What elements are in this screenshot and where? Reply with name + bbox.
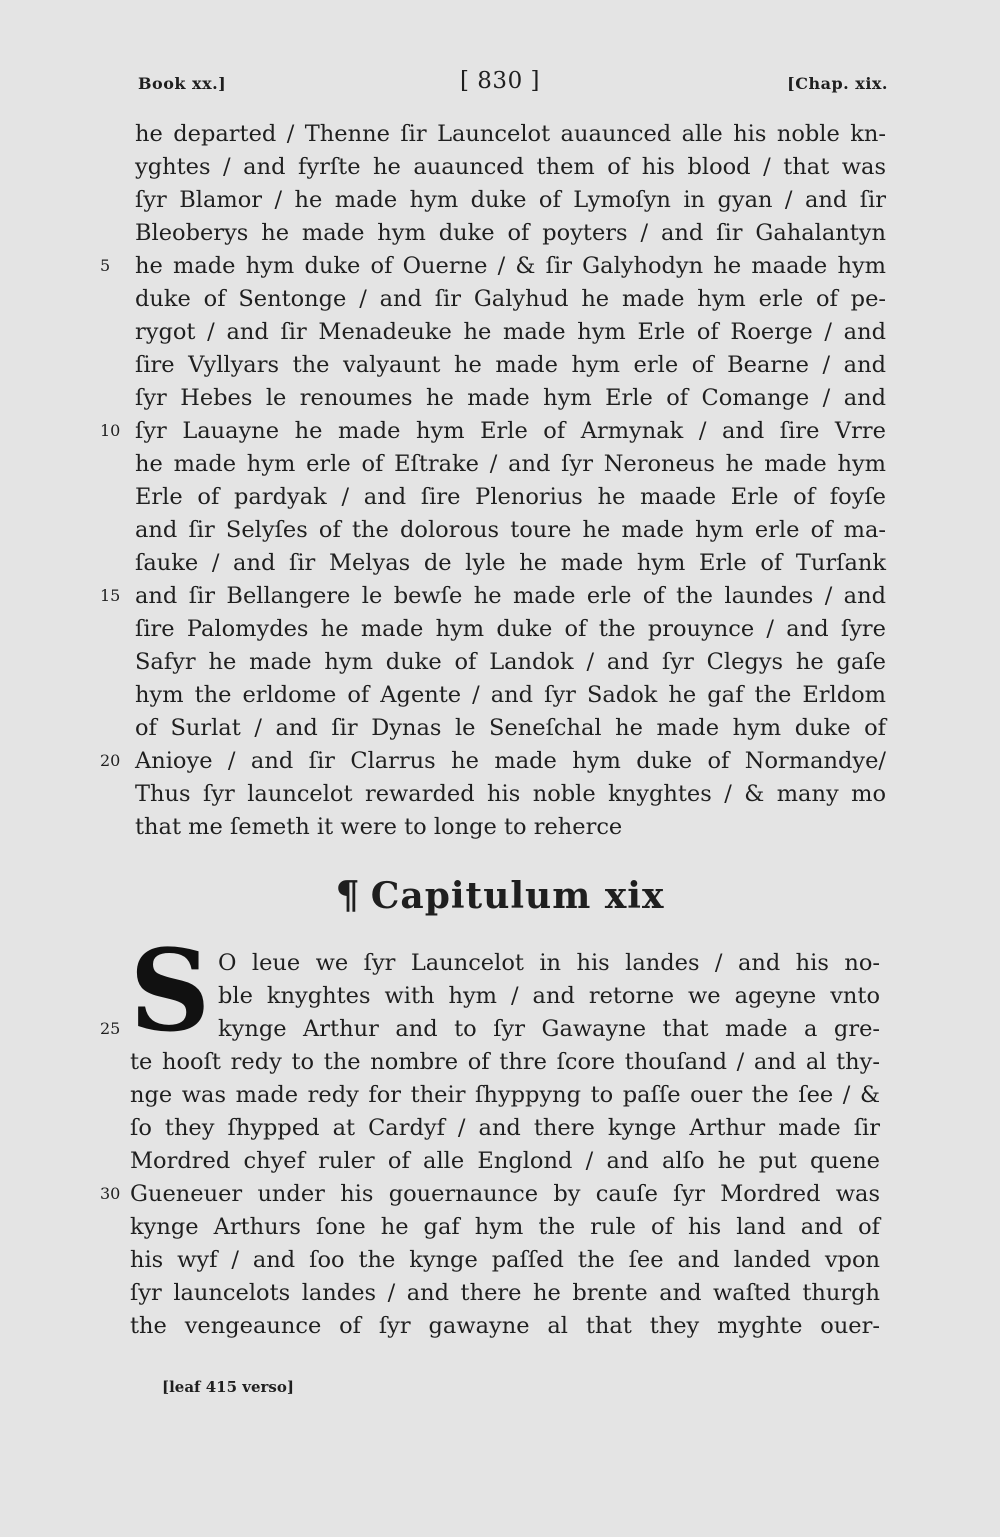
text-line — [135, 118, 886, 150]
text-line — [130, 1046, 880, 1078]
text-line-content: and ſir Selyſes of the dolorous toure he made hym erle of ma- — [135, 517, 886, 543]
text-line-content: that me ſemeth it were to longe to reherce — [135, 814, 623, 840]
line-number: 5 — [100, 256, 111, 275]
text-line — [135, 283, 886, 315]
text-line-content: Bleoberys he made hym duke of poyters / and ſir Gahalantyn — [135, 220, 886, 246]
text-line — [135, 448, 886, 480]
text-line — [135, 349, 886, 381]
text-line — [130, 1145, 880, 1177]
text-line — [135, 481, 886, 513]
text-line-content: he made hym erle of Eſtrake / and ſyr Neroneus he made hym — [135, 451, 886, 477]
page-number: [ 830 ] — [460, 68, 540, 94]
text-line-content: Erle of pardyak / and ſire Plenorius he maade Erle of foyſe — [135, 484, 886, 510]
text-line — [135, 646, 886, 678]
text-line-content: rygot / and ſir Menadeuke he made hym Erle of Roerge / and — [135, 319, 886, 345]
text-line — [135, 712, 886, 744]
text-line-content: ſire Vyllyars the valyaunt he made hym erle of Bearne / and — [135, 352, 886, 378]
text-line-content: his wyf / and ſoo the kynge paſſed the ſee and landed vpon — [130, 1247, 880, 1273]
text-line-content: ſyr Hebes le renoumes he made hym Erle of Comange / and — [135, 385, 886, 411]
text-line — [130, 1079, 880, 1111]
text-line — [135, 514, 886, 546]
line-number: 30 — [100, 1184, 121, 1203]
text-line-content: ſire Palomydes he made hym duke of the prouynce / and ſyre — [135, 616, 886, 642]
line-number: 10 — [100, 421, 121, 440]
line-number: 25 — [100, 1019, 121, 1038]
text-line-content: ſyr Lauayne he made hym Erle of Armynak / and ſire Vrre — [135, 418, 886, 444]
text-line — [135, 580, 886, 612]
text-line-content: kynge Arthur and to ſyr Gawayne that made a gre- — [218, 1016, 880, 1042]
text-line-content: of Surlat / and ſir Dynas le Seneſchal he made hym duke of — [135, 715, 886, 741]
text-line — [135, 217, 886, 249]
text-line — [135, 547, 886, 579]
text-line-content: ſauke / and ſir Melyas de lyle he made hym Erle of Turſank — [135, 550, 886, 576]
text-line-content: he departed / Thenne ſir Launcelot auaunced alle his noble kn- — [135, 121, 886, 147]
text-line — [135, 151, 886, 183]
text-line-content: he made hym duke of Ouerne / & ſir Galyhodyn he maade hym — [135, 253, 886, 279]
line-number: 20 — [100, 751, 121, 770]
text-line — [218, 1013, 880, 1045]
text-line-content: Mordred chyef ruler of alle Englond / and alſo he put quene — [130, 1148, 880, 1174]
text-line-content: ble knyghtes with hym / and retorne we ageyne vnto — [218, 983, 880, 1009]
text-line-content: yghtes / and fyrſte he auaunced them of his blood / that was — [135, 154, 886, 180]
text-line-content: kynge Arthurs ſone he gaf hym the rule of his land and of — [130, 1214, 880, 1240]
text-line — [135, 316, 886, 348]
text-line-content: hym the erldome of Agente / and ſyr Sadok he gaf the Erldom — [135, 682, 886, 708]
text-line — [130, 1178, 880, 1210]
text-line-content: ſo they ſhypped at Cardyf / and there kynge Arthur made ſir — [130, 1115, 880, 1141]
text-line — [135, 613, 886, 645]
text-line — [130, 1277, 880, 1309]
text-line — [135, 745, 886, 777]
text-line — [130, 1244, 880, 1276]
text-line-content: O leue we ſyr Launcelot in his landes / and his no- — [218, 950, 880, 976]
text-line — [135, 778, 886, 810]
text-line-content: Gueneuer under his gouernaunce by cauſe ſyr Mordred was — [130, 1181, 880, 1207]
text-line — [135, 382, 886, 414]
text-line-content: nge was made redy for their ſhyppyng to paſſe ouer the ſee / & — [130, 1082, 880, 1108]
text-line — [218, 980, 880, 1012]
text-line — [135, 250, 886, 282]
text-line-content: Thus ſyr launcelot rewarded his noble knyghtes / & many mo — [135, 781, 886, 807]
text-line-content: and ſir Bellangere le bewſe he made erle of the laundes / and — [135, 583, 886, 609]
text-line — [130, 1310, 880, 1342]
drop-cap: S — [129, 926, 211, 1057]
line-number: 15 — [100, 586, 121, 605]
text-line — [135, 415, 886, 447]
leaf-reference: [leaf 415 verso] — [162, 1378, 294, 1396]
chapter-heading — [0, 872, 1000, 917]
text-line — [135, 679, 886, 711]
text-line — [135, 184, 886, 216]
running-header-chapter: [Chap. xix. — [787, 74, 888, 93]
text-line-content: duke of Sentonge / and ſir Galyhud he made hym erle of pe- — [135, 286, 886, 312]
text-line-content: te hooſt redy to the nombre of thre ſcore thouſand / and al thy- — [130, 1049, 880, 1075]
text-line-content: Anioye / and ſir Clarrus he made hym duke of Normandye/ — [135, 748, 886, 774]
text-line-content: ſyr Blamor / he made hym duke of Lymoſyn in gyan / and ſir — [135, 187, 886, 213]
chapter-heading-text: Capitulum xix — [370, 875, 665, 917]
text-line — [130, 1112, 880, 1144]
text-line — [130, 1211, 880, 1243]
text-line-content: ſyr launcelots landes / and there he brente and waſted thurgh — [130, 1280, 880, 1306]
text-line-content: Safyr he made hym duke of Landok / and ſyr Clegys he gaſe — [135, 649, 886, 675]
pilcrow-icon: ¶ — [335, 872, 361, 917]
text-line — [218, 947, 880, 979]
text-line — [135, 811, 622, 843]
text-line-content: the vengeaunce of ſyr gawayne al that they myghte ouer- — [130, 1313, 880, 1339]
running-header-book: Book xx.] — [138, 74, 227, 93]
